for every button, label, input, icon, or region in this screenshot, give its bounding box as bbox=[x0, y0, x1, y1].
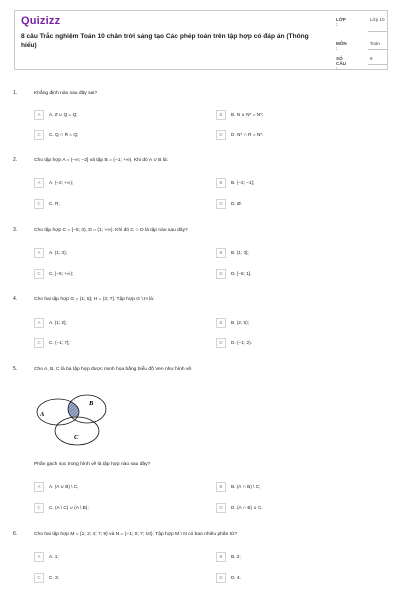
question-text: Cho A, B, C là ba tập hợp được minh họa bằng biểu đồ Ven như hình vẽ. bbox=[34, 367, 193, 372]
option-text: B. N ∪ N* = N*; bbox=[231, 112, 264, 117]
question-number: 4. bbox=[13, 296, 18, 302]
option-text: D. 4. bbox=[231, 575, 241, 580]
option-letter: C bbox=[34, 338, 44, 348]
option-text: D. N* ∩ R = N*. bbox=[231, 132, 264, 137]
option-letter: B bbox=[216, 318, 226, 328]
option-text: A. (A ∪ B) \ C; bbox=[49, 484, 79, 489]
question-text: Cho tập hợp A = (−∞; −2] và tập B = (−1; +∞). Khi đó A ∪ B là: bbox=[34, 158, 168, 163]
option-text: D. (A ∩ B) ∪ C. bbox=[231, 505, 263, 510]
count-label: SỐ CÂU : bbox=[336, 56, 346, 71]
venn-label-a: A bbox=[40, 411, 45, 418]
subject-underline bbox=[368, 49, 388, 50]
option-text: B. (1; 3]; bbox=[231, 250, 249, 255]
option-text: D. [−5; 1]. bbox=[231, 271, 252, 276]
count-underline bbox=[368, 64, 388, 65]
option-text: A. (−2; +∞); bbox=[49, 180, 74, 185]
subject-value: Toán bbox=[370, 41, 380, 46]
class-label: LỚP : bbox=[336, 17, 346, 27]
option-letter: B bbox=[216, 248, 226, 258]
count-value: 8 bbox=[370, 56, 373, 61]
option-letter: A bbox=[34, 552, 44, 562]
question-text: Cho hai tập hợp M = {1; 2; 4; 7; 9} và N = {−1; 0; 7; 10}. Tập hợp M \ N có bao nhiêu phần tử? bbox=[34, 532, 238, 537]
option-text: B. (2; 5); bbox=[231, 320, 249, 325]
option-text: C. R; bbox=[49, 201, 60, 206]
option-letter: C bbox=[34, 503, 44, 513]
quizizz-logo: Quizizz bbox=[21, 15, 61, 27]
question-text: Cho tập hợp C = [−5; 3), D = (1; +∞). Khi đó C ∩ D là tập nào sau đây? bbox=[34, 228, 188, 233]
question-number: 2. bbox=[13, 157, 18, 163]
option-letter: D bbox=[216, 573, 226, 583]
option-letter: A bbox=[34, 248, 44, 258]
option-letter: C bbox=[34, 199, 44, 209]
worksheet-header bbox=[14, 10, 388, 70]
option-letter: B bbox=[216, 178, 226, 188]
class-value: Lớp 10 bbox=[370, 17, 385, 22]
question-number: 3. bbox=[13, 227, 18, 233]
option-letter: B bbox=[216, 482, 226, 492]
option-text: B. (−2; −1]; bbox=[231, 180, 255, 185]
option-letter: D bbox=[216, 269, 226, 279]
option-letter: C bbox=[34, 130, 44, 140]
option-letter: A bbox=[34, 110, 44, 120]
option-text: D. Ø. bbox=[231, 201, 242, 206]
option-text: B. (A ∩ B) \ C; bbox=[231, 484, 261, 489]
subject-label: MÔN : bbox=[336, 41, 347, 51]
option-text: C. (−1; 7]; bbox=[49, 340, 70, 345]
option-text: D. (−1; 2). bbox=[231, 340, 252, 345]
question-number: 6. bbox=[13, 531, 18, 537]
question-number: 5. bbox=[13, 366, 18, 372]
option-letter: B bbox=[216, 110, 226, 120]
option-letter: A bbox=[34, 318, 44, 328]
option-letter: A bbox=[34, 482, 44, 492]
class-underline bbox=[368, 31, 388, 32]
option-text: C. Q ∩ R = Q; bbox=[49, 132, 79, 137]
venn-label-c: C bbox=[74, 434, 79, 441]
question-text: Cho hai tập hợp G = (1; 5]; H = (2; 7]. Tập hợp G \ H là: bbox=[34, 297, 155, 302]
venn-label-b: B bbox=[89, 400, 94, 407]
question-text: Khẳng định nào sau đây sai? bbox=[34, 91, 98, 96]
option-letter: D bbox=[216, 338, 226, 348]
question-number: 1. bbox=[13, 90, 18, 96]
option-text: B. 2; bbox=[231, 554, 241, 559]
option-text: C. 3; bbox=[49, 575, 59, 580]
option-letter: C bbox=[34, 573, 44, 583]
option-letter: D bbox=[216, 130, 226, 140]
worksheet-title: 8 câu Trắc nghiệm Toán 10 chân trời sáng tạo Các phép toán trên tập hợp có đáp án (Thông hiểu) bbox=[21, 33, 309, 49]
option-letter: D bbox=[216, 199, 226, 209]
question-followup: Phần gạch sọc trong hình vẽ là tập hợp nào sau đây? bbox=[34, 462, 151, 467]
option-text: A. (1; 2]; bbox=[49, 320, 67, 325]
option-text: A. 1; bbox=[49, 554, 59, 559]
option-letter: D bbox=[216, 503, 226, 513]
venn-diagram bbox=[32, 388, 112, 448]
option-text: A. Z ∪ Q = Q; bbox=[49, 112, 78, 117]
option-letter: A bbox=[34, 178, 44, 188]
option-letter: C bbox=[34, 269, 44, 279]
option-text: A. (1; 3); bbox=[49, 250, 67, 255]
option-text: C. [−5; +∞); bbox=[49, 271, 74, 276]
option-letter: B bbox=[216, 552, 226, 562]
option-text: C. (A \ C) ∪ (A \ B); bbox=[49, 505, 89, 510]
